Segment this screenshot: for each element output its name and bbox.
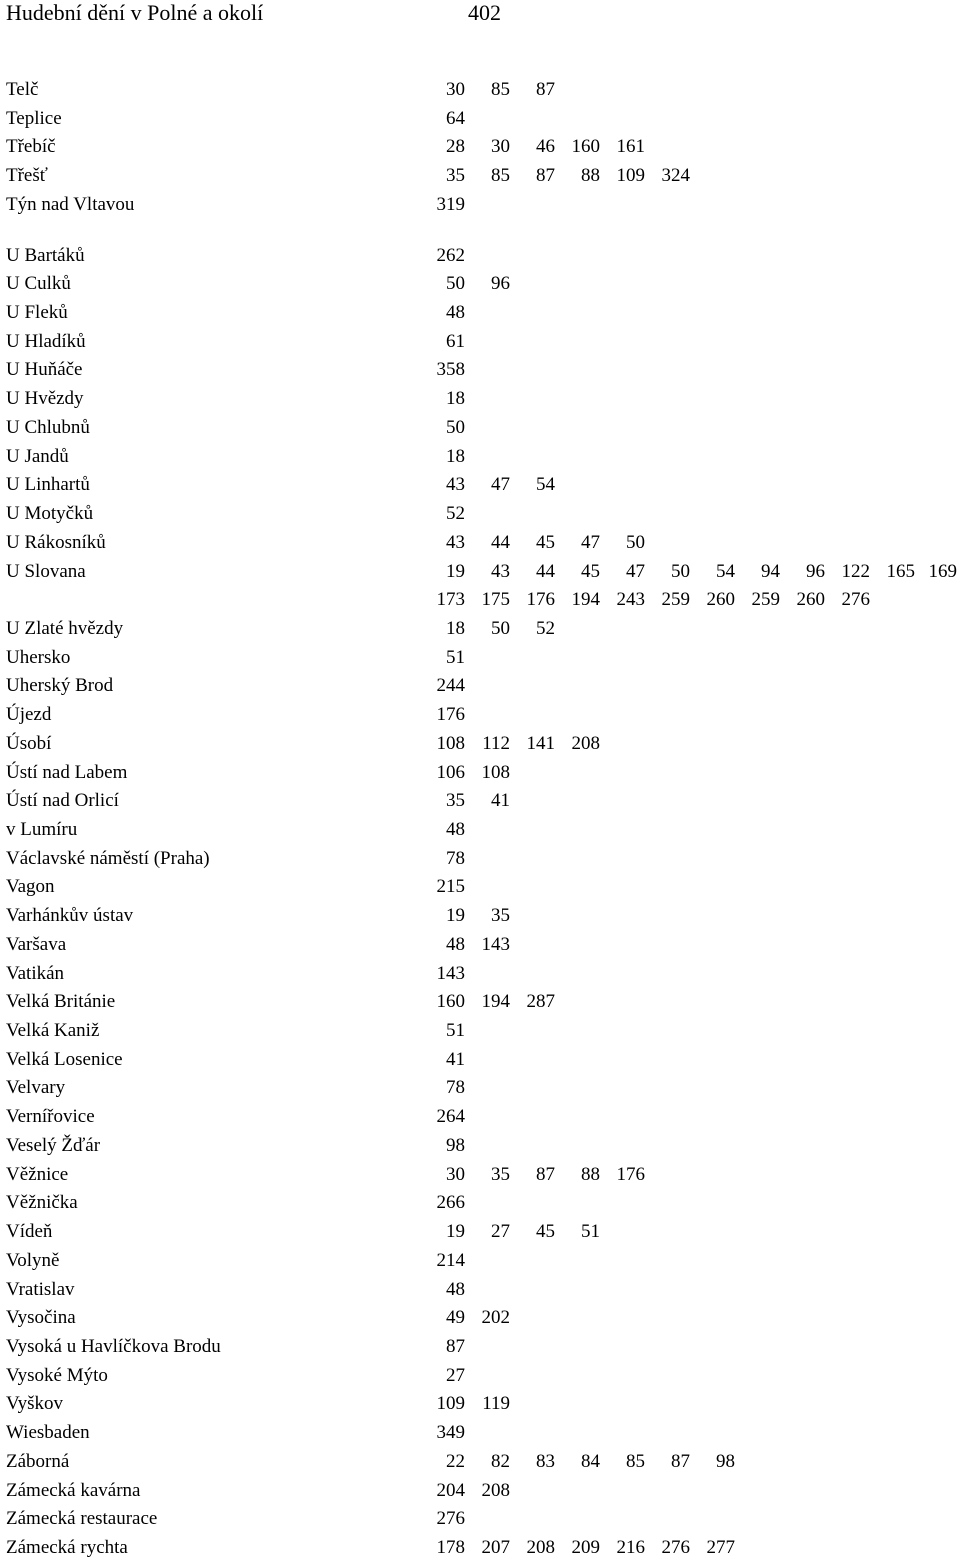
- entry-term: Velká Británie: [6, 991, 116, 1013]
- page-title: Hudební dění v Polné a okolí: [6, 0, 264, 25]
- index-entry: [0, 816, 960, 844]
- page-reference: 96: [491, 273, 510, 295]
- entry-term: Vagon: [6, 876, 55, 898]
- index-entry: [0, 1132, 960, 1160]
- page-reference: 276: [841, 589, 870, 611]
- index-entry: [0, 443, 960, 471]
- entry-term: Ústí nad Orlicí: [6, 790, 119, 812]
- page-reference: 176: [526, 589, 555, 611]
- page-reference: 54: [716, 560, 735, 582]
- page-reference: 349: [436, 1422, 465, 1444]
- index-entry: [0, 1103, 960, 1131]
- page-reference: 175: [481, 589, 510, 611]
- index-entry: [0, 1304, 960, 1332]
- entry-term: Věžnička: [6, 1192, 78, 1214]
- index-entry: [0, 1218, 960, 1246]
- index-entry: [0, 76, 960, 104]
- page-reference: 87: [671, 1450, 690, 1472]
- index-entry: [0, 644, 960, 672]
- page-reference: 64: [446, 107, 465, 129]
- page-reference: 88: [581, 165, 600, 187]
- page-reference: 30: [446, 79, 465, 100]
- index-entry: [0, 191, 960, 219]
- index-entry: [0, 1046, 960, 1074]
- entry-term: Vyškov: [6, 1393, 64, 1415]
- page-reference: 143: [436, 962, 465, 984]
- index-entry: [0, 270, 960, 298]
- page-reference: 98: [446, 1134, 465, 1156]
- page-reference: 85: [491, 79, 510, 100]
- page-reference: 84: [581, 1450, 600, 1472]
- entry-term: Zámecká kavárna: [6, 1479, 141, 1501]
- entry-term: Václavské náměstí (Praha): [6, 847, 210, 869]
- page-reference: 176: [436, 704, 465, 726]
- page-reference: 207: [481, 1537, 510, 1558]
- index-entry: [0, 1189, 960, 1217]
- page-reference: 44: [491, 531, 510, 553]
- index-entry: [0, 1247, 960, 1275]
- page-reference: 216: [616, 1537, 645, 1558]
- page-reference: 50: [446, 416, 465, 438]
- entry-term: Vysoké Mýto: [6, 1364, 108, 1386]
- index-entry: [0, 902, 960, 930]
- page-reference: 87: [446, 1335, 465, 1357]
- index-entry: [0, 701, 960, 729]
- entry-term: Vídeň: [6, 1221, 53, 1243]
- index-entry: [0, 1017, 960, 1045]
- page-reference: 51: [446, 1020, 465, 1042]
- page-reference: 108: [436, 732, 465, 754]
- page-reference: 264: [436, 1106, 465, 1128]
- index-entry: [0, 414, 960, 442]
- index-entry: [0, 672, 960, 700]
- page-reference: 87: [536, 1163, 555, 1185]
- index-entry: [0, 385, 960, 413]
- page-reference: 45: [536, 531, 555, 553]
- page-reference: 209: [571, 1537, 600, 1558]
- page-reference: 45: [536, 1221, 555, 1243]
- entry-term: Vratislav: [6, 1278, 75, 1300]
- page-reference: 277: [706, 1537, 735, 1558]
- page-reference: 50: [446, 273, 465, 295]
- entry-term: Třebíč: [6, 136, 56, 158]
- index-entry: [0, 1276, 960, 1304]
- page-reference: 78: [446, 1077, 465, 1099]
- page-reference: 173: [436, 589, 465, 611]
- page-reference: 48: [446, 933, 465, 955]
- page-reference: 208: [526, 1537, 555, 1558]
- page-reference: 176: [616, 1163, 645, 1185]
- page-reference: 54: [536, 474, 555, 496]
- entry-term: Velvary: [6, 1077, 66, 1099]
- page-reference: 47: [491, 474, 510, 496]
- page-reference: 214: [436, 1249, 465, 1271]
- entry-term: Záborná: [6, 1450, 70, 1472]
- page-number: 402: [468, 0, 501, 25]
- index-entry: [0, 873, 960, 901]
- entry-term: U Linhartů: [6, 474, 90, 496]
- page-reference: 50: [626, 531, 645, 553]
- page-reference: 143: [481, 933, 510, 955]
- page-reference: 41: [491, 790, 510, 812]
- page-reference: 51: [446, 646, 465, 668]
- index-entry: [0, 845, 960, 873]
- entry-term: U Bartáků: [6, 244, 85, 266]
- page-reference: 48: [446, 819, 465, 840]
- page-reference: 30: [446, 1163, 465, 1185]
- page-reference: 141: [526, 732, 555, 754]
- entry-term: Vernířovice: [6, 1106, 95, 1128]
- index-entry: [0, 759, 960, 787]
- page-reference: 194: [481, 991, 510, 1013]
- entry-term: Třešť: [6, 165, 48, 187]
- entry-term: U Fleků: [6, 302, 68, 324]
- index-entry: [0, 1390, 960, 1418]
- page-reference: 83: [536, 1450, 555, 1472]
- entry-term: Týn nad Vltavou: [6, 193, 135, 215]
- entry-term: v Lumíru: [6, 819, 78, 840]
- page-reference: 78: [446, 847, 465, 869]
- page-reference: 30: [491, 136, 510, 158]
- entry-term: Wiesbaden: [6, 1422, 90, 1444]
- index-entry: [0, 529, 960, 557]
- entry-term: Úsobí: [6, 732, 52, 754]
- page-reference: 165: [886, 560, 915, 582]
- page-reference: 96: [806, 560, 825, 582]
- index-entry: [0, 162, 960, 190]
- entry-term: U Culků: [6, 273, 71, 295]
- page-reference: 208: [571, 732, 600, 754]
- entry-term: Telč: [6, 79, 39, 100]
- page-reference: 215: [436, 876, 465, 898]
- entry-term: U Slovana: [6, 560, 86, 582]
- entry-term: Vatikán: [6, 962, 65, 984]
- page-reference: 61: [446, 330, 465, 352]
- index-entry: [0, 328, 960, 356]
- entry-term: U Hladíků: [6, 330, 86, 352]
- page-reference: 122: [841, 560, 870, 582]
- page-reference: 178: [436, 1537, 465, 1558]
- entry-term: U Huňáče: [6, 359, 83, 381]
- entry-term: Uhersko: [6, 646, 71, 668]
- page-reference: 276: [436, 1508, 465, 1530]
- entry-term: Uherský Brod: [6, 675, 114, 697]
- index-entry: [0, 931, 960, 959]
- index-entry: [0, 558, 960, 586]
- page-reference: 18: [446, 617, 465, 639]
- entry-term: Vysočina: [6, 1307, 76, 1329]
- page-reference: 35: [491, 1163, 510, 1185]
- index-entry: [0, 787, 960, 815]
- entry-term: Teplice: [6, 107, 62, 129]
- page-reference: 260: [796, 589, 825, 611]
- page-reference: 46: [536, 136, 555, 158]
- entry-term: U Hvězdy: [6, 388, 84, 410]
- page-reference: 160: [436, 991, 465, 1013]
- page-reference: 204: [436, 1479, 465, 1501]
- page-reference: 35: [491, 905, 510, 927]
- index-entry: [0, 471, 960, 499]
- index-entry: [0, 356, 960, 384]
- page-reference: 48: [446, 302, 465, 324]
- page-reference: 49: [446, 1307, 465, 1329]
- page-reference: 50: [491, 617, 510, 639]
- page-reference: 262: [436, 244, 465, 266]
- page-reference: 41: [446, 1048, 465, 1070]
- page-reference: 52: [536, 617, 555, 639]
- page-reference: 259: [661, 589, 690, 611]
- index-entry: [0, 730, 960, 758]
- page-reference: 51: [581, 1221, 600, 1243]
- page-reference: 119: [482, 1393, 510, 1415]
- page-reference: 18: [446, 445, 465, 467]
- page-reference: 45: [581, 560, 600, 582]
- page-reference: 85: [491, 165, 510, 187]
- index-entry: [0, 960, 960, 988]
- page-reference: 47: [626, 560, 645, 582]
- page-reference: 48: [446, 1278, 465, 1300]
- index-entry: [0, 299, 960, 327]
- index-entry: [0, 1333, 960, 1361]
- page-reference: 43: [446, 474, 465, 496]
- entry-term: U Jandů: [6, 445, 69, 467]
- entry-term: Veselý Žďár: [6, 1134, 101, 1156]
- index-entry: [0, 1505, 960, 1533]
- page-reference: 19: [446, 1221, 465, 1243]
- index-entry: [0, 242, 960, 270]
- index-entry: [0, 1534, 960, 1562]
- page-reference: 244: [436, 675, 465, 697]
- page-reference: 35: [446, 165, 465, 187]
- page-reference: 112: [482, 732, 510, 754]
- page-reference: 194: [571, 589, 600, 611]
- page-reference: 87: [536, 79, 555, 100]
- entry-term: U Zlaté hvězdy: [6, 617, 124, 639]
- entry-term: Volyně: [6, 1249, 60, 1271]
- page-reference: 52: [446, 503, 465, 525]
- entry-term: Vysoká u Havlíčkova Brodu: [6, 1335, 221, 1357]
- page-reference: 85: [626, 1450, 645, 1472]
- page-reference: 18: [446, 388, 465, 410]
- entry-term: Velká Kaniž: [6, 1020, 100, 1042]
- page-reference: 276: [661, 1537, 690, 1558]
- index-entry: [0, 1161, 960, 1189]
- page-reference: 94: [761, 560, 780, 582]
- index-entry: [0, 133, 960, 161]
- entry-term: Zámecká rychta: [6, 1537, 128, 1558]
- entry-term: U Chlubnů: [6, 416, 90, 438]
- index-entry: [0, 1477, 960, 1505]
- entry-term: U Rákosníků: [6, 531, 106, 553]
- page-reference: 82: [491, 1450, 510, 1472]
- page-reference: 19: [446, 905, 465, 927]
- entry-term: U Motyčků: [6, 503, 94, 525]
- page-reference: 358: [436, 359, 465, 381]
- index-entry: [0, 1074, 960, 1102]
- page-reference: 43: [491, 560, 510, 582]
- page-reference: 43: [446, 531, 465, 553]
- page-reference: 27: [446, 1364, 465, 1386]
- page-reference: 106: [436, 761, 465, 783]
- page-reference: 109: [616, 165, 645, 187]
- page-reference: 19: [446, 560, 465, 582]
- page-reference: 22: [446, 1450, 465, 1472]
- index-entry: [0, 988, 960, 1016]
- page-reference: 28: [446, 136, 465, 158]
- index-entry: [0, 586, 960, 614]
- index-entry: [0, 1362, 960, 1390]
- page-reference: 160: [571, 136, 600, 158]
- entry-term: Varšava: [6, 933, 67, 955]
- entry-term: Újezd: [6, 704, 52, 726]
- index-entry: [0, 1448, 960, 1476]
- entry-term: Věžnice: [6, 1163, 69, 1185]
- page-reference: 324: [661, 165, 690, 187]
- page-reference: 287: [526, 991, 555, 1013]
- page-reference: 35: [446, 790, 465, 812]
- page-reference: 259: [751, 589, 780, 611]
- page-reference: 260: [706, 589, 735, 611]
- entry-term: Ústí nad Labem: [6, 761, 128, 783]
- entry-term: Zámecká restaurace: [6, 1508, 158, 1530]
- index-entry: [0, 1419, 960, 1447]
- page-reference: 87: [536, 165, 555, 187]
- page-reference: 47: [581, 531, 600, 553]
- entry-term: Velká Losenice: [6, 1048, 123, 1070]
- page-reference: 266: [436, 1192, 465, 1214]
- page-reference: 108: [481, 761, 510, 783]
- page-reference: 27: [491, 1221, 510, 1243]
- page-reference: 109: [436, 1393, 465, 1415]
- index-entry: [0, 500, 960, 528]
- page-reference: 44: [536, 560, 555, 582]
- page-reference: 161: [616, 136, 645, 158]
- page-reference: 88: [581, 1163, 600, 1185]
- page-reference: 202: [481, 1307, 510, 1329]
- page-reference: 319: [436, 193, 465, 215]
- entry-term: Varhánkův ústav: [6, 905, 134, 927]
- page-reference: 243: [616, 589, 645, 611]
- page-reference: 98: [716, 1450, 735, 1472]
- page-reference: 169: [928, 560, 957, 582]
- index-entry: [0, 615, 960, 643]
- index-entry: [0, 105, 960, 133]
- page-reference: 208: [481, 1479, 510, 1501]
- page-reference: 50: [671, 560, 690, 582]
